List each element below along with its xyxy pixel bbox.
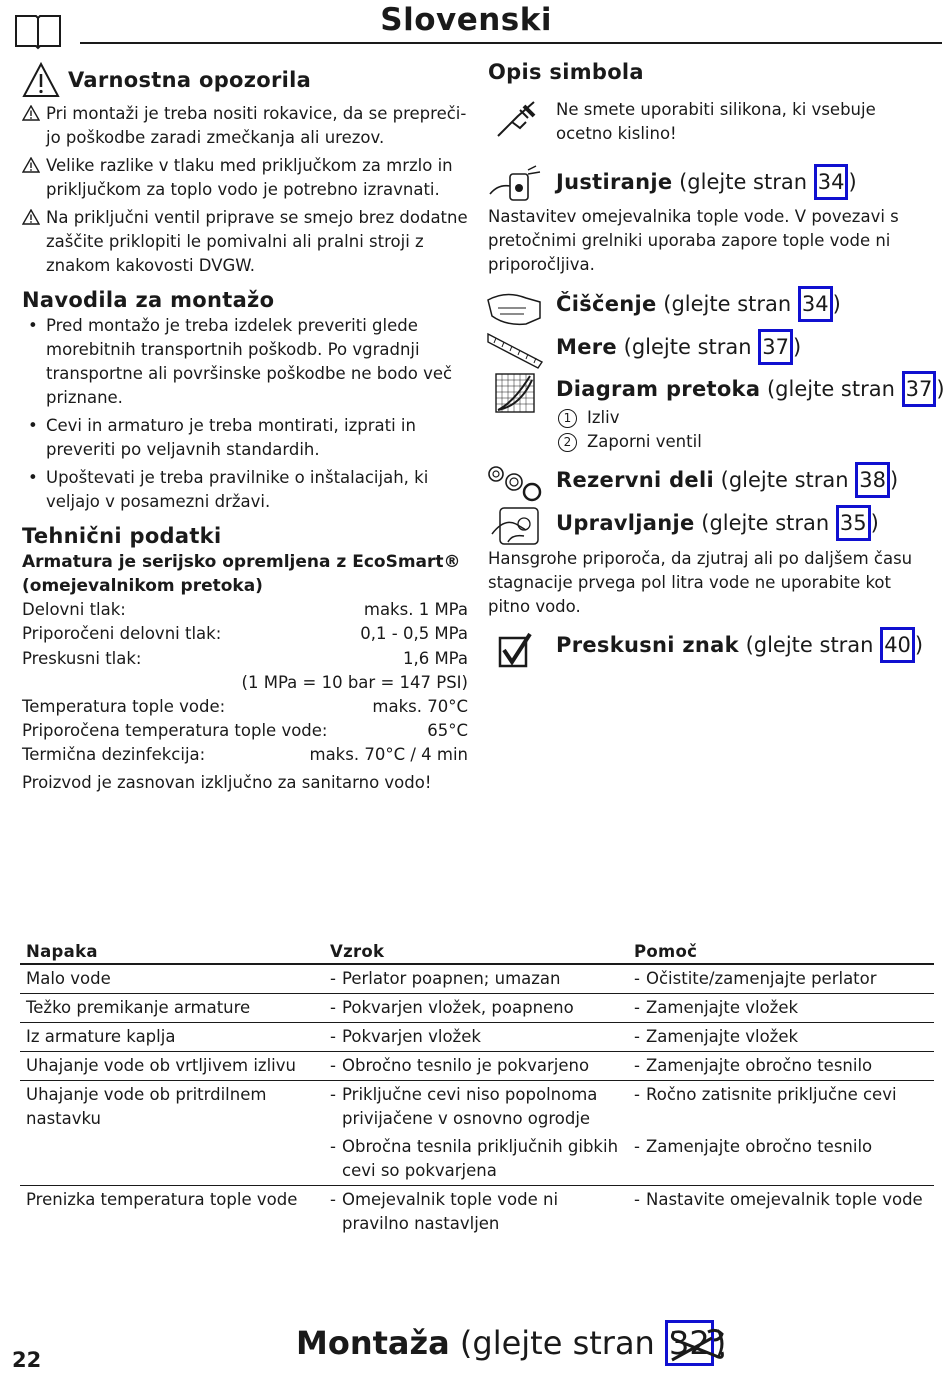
- page-link[interactable]: 35: [836, 505, 871, 541]
- operation-hand-icon: [490, 504, 544, 548]
- legend-item: 2 Zaporni ventil: [558, 430, 702, 454]
- table-header-row: [20, 940, 934, 964]
- column-header: Napaka: [20, 940, 324, 964]
- page-link[interactable]: 34: [798, 286, 833, 322]
- assembly-item: • Pred montažo je treba izdelek preveriti glede morebitnih transportnih poškodb. Po vgradnji transportne ali površinske poškodbe ne bodo več priznane.: [22, 314, 468, 410]
- assembly-item: • Cevi in armaturo je treba montirati, izprati in preveriti po veljavnih standardih.: [22, 414, 468, 462]
- fault-table: [20, 940, 934, 1238]
- tech-row: Priporočeni delovni tlak: 0,1 - 0,5 MPa: [22, 624, 468, 644]
- dimensions-heading: Mere (glejte stran 37 ): [556, 329, 801, 365]
- spare-parts-heading: Rezervni deli (glejte stran 38 ): [556, 462, 898, 498]
- column-header: Vzrok: [324, 940, 628, 964]
- header-rule: [80, 42, 942, 44]
- safety-item: Velike razlike v tlaku med priključkom za mrzlo in priključkom za toplo vodo je potrebno izravnati.: [22, 154, 468, 202]
- legend-item: 1 Izliv: [558, 406, 702, 430]
- adjustment-text: Nastavitev omejevalnika tople vode. V povezavi s pretočnimi grelniki uporaba zapore tople vode ni priporočljiva.: [488, 207, 899, 274]
- operation-heading: Upravljanje (glejte stran 35 ): [556, 505, 879, 541]
- silicone-text: Ne smete uporabiti silikona, ki vsebuje ocetno kislino!: [556, 100, 876, 143]
- warning-icon: [22, 62, 60, 98]
- flow-diagram-icon: [494, 372, 536, 414]
- manual-book-icon: [14, 12, 62, 50]
- tech-subtitle: Armatura je serijsko opremljena z EcoSmart® (omejevalnikom pretoka): [22, 552, 461, 596]
- tech-footnote: Proizvod je zasnovan izključno za sanitarno vodo!: [22, 772, 432, 792]
- tech-title: Tehnični podatki: [22, 524, 222, 548]
- table-row: Iz armature kaplja - Pokvarjen vložek - Zamenjajte vložek: [20, 1023, 934, 1052]
- diagram-legend: [558, 406, 702, 454]
- page-link[interactable]: 37: [758, 329, 793, 365]
- adjustment-heading: Justiranje (glejte stran 34 ): [556, 164, 857, 200]
- table-row: Uhajanje vode ob pritrdilnem nastavku - Priključne cevi niso popolnoma privijačene v osnovno ogrodje - Ročno zatisnite priključne cevi: [20, 1081, 934, 1134]
- safety-item: Na priključni ventil priprave se smejo brez dodatne zaščite priklopiti le pomivalni ali pralni stroji z znakom kakovosti DVGW.: [22, 206, 468, 278]
- operation-text: Hansgrohe priporoča, da zjutraj ali po daljšem času stagnacije prvega pol litra vode ne uporabite kot pitno vodo.: [488, 549, 913, 616]
- ruler-icon: [486, 330, 544, 370]
- page-link[interactable]: 38: [855, 462, 890, 498]
- adjustment-icon: [488, 164, 542, 206]
- silicone-gun-icon: [494, 98, 542, 140]
- safety-item: Pri montaži je treba nositi rokavice, da se preprečijo poškodbe zaradi zmečkanja ali urezov.: [22, 102, 468, 150]
- page-link[interactable]: 37: [902, 371, 937, 407]
- tech-row: Delovni tlak: maks. 1 MPa: [22, 600, 468, 619]
- warning-icon: [22, 157, 40, 173]
- warning-icon: [22, 105, 40, 121]
- tech-row: Priporočena temperatura tople vode: 65°C: [22, 721, 468, 741]
- assembly-title: Navodila za montažo: [22, 288, 275, 312]
- spare-parts-icon: [486, 462, 544, 504]
- table-row: Prenizka temperatura tople vode - Omejevalnik tople vode ni pravilno nastavljen - Nastavite omejevalnik tople vode: [20, 1186, 934, 1239]
- safety-section: [22, 62, 468, 795]
- symbols-title: Opis simbola: [488, 60, 644, 84]
- page-link[interactable]: 32: [665, 1320, 714, 1366]
- cleaning-heading: Čiščenje (glejte stran 34 ): [556, 286, 841, 322]
- tech-row: Temperatura tople vode: maks. 70°C: [22, 696, 468, 716]
- page-link[interactable]: 34: [814, 164, 849, 200]
- table-row: Težko premikanje armature - Pokvarjen vložek, poapneno - Zamenjajte vložek: [20, 994, 934, 1023]
- assembly-footer-heading: Montaža (glejte stran 32 ): [296, 1320, 726, 1366]
- column-header: Pomoč: [628, 940, 934, 964]
- safety-title: Varnostna opozorila: [68, 68, 312, 92]
- page-number: 22: [12, 1348, 42, 1372]
- table-row: Uhajanje vode ob vrtljivem izlivu - Obročno tesnilo je pokvarjeno - Zamenjajte obročno tesnilo: [20, 1052, 934, 1081]
- page-link[interactable]: 40: [880, 627, 915, 663]
- assembly-item: • Upoštevati je treba pravilnike o inštalacijah, ki veljajo v posamezni državi.: [22, 466, 468, 514]
- pressure-note: (1 MPa = 10 bar = 147 PSI): [241, 672, 468, 692]
- table-row: - Obročna tesnila priključnih gibkih cevi so pokvarjena - Zamenjajte obročno tesnilo: [20, 1133, 934, 1186]
- tech-row: Termična dezinfekcija: maks. 70°C / 4 min: [22, 745, 468, 765]
- cleaning-icon: [486, 288, 544, 328]
- flow-diagram-heading: Diagram pretoka (glejte stran 37 ): [556, 371, 945, 407]
- page-language-title: Slovenski: [380, 2, 552, 38]
- test-mark-heading: Preskusni znak (glejte stran 40 ): [556, 627, 923, 663]
- test-mark-icon: [498, 632, 532, 668]
- warning-icon: [22, 209, 40, 225]
- table-row: Malo vode - Perlator poapnen; umazan - Očistite/zamenjajte perlator: [20, 964, 934, 994]
- tools-icon: [668, 1326, 728, 1366]
- tech-row: Preskusni tlak: 1,6 MPa: [22, 648, 468, 668]
